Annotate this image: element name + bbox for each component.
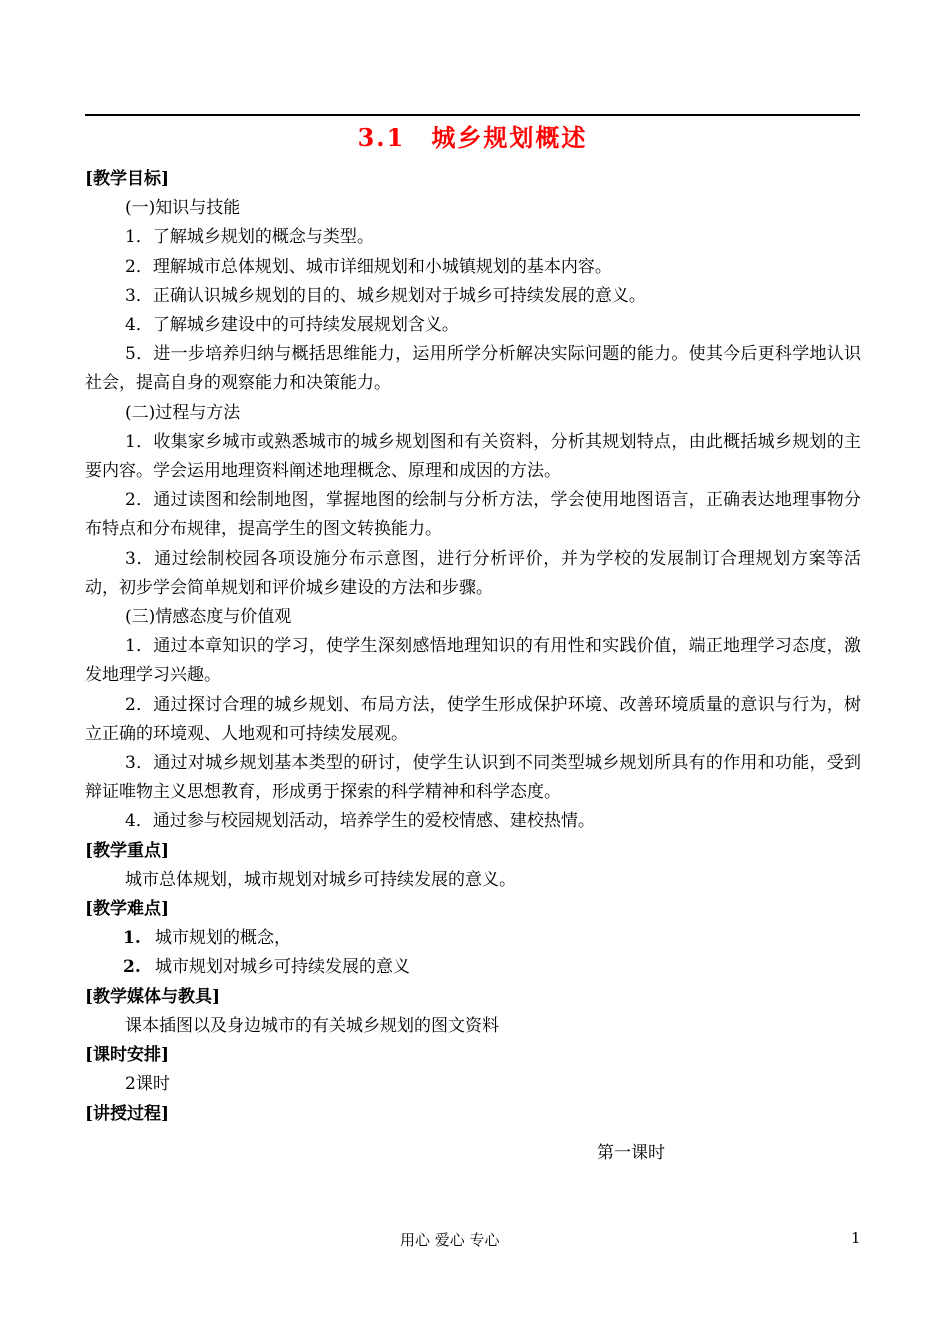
difficulty-number: 1. bbox=[123, 928, 141, 949]
process-heading: (二)过程与方法 bbox=[125, 402, 241, 423]
teaching-process-heading: [讲授过程] bbox=[85, 1103, 170, 1124]
difficulties-heading: [教学难点] bbox=[85, 899, 170, 920]
title-number: 3.1 bbox=[357, 123, 406, 152]
process-item: 1．收集家乡城市或熟悉城市的城乡规划图和有关资料，分析其规划特点，由此概括城乡规划的主要内容。学会运用地理资料阐述地理概念、原理和成因的方法。 bbox=[85, 431, 861, 482]
process-item: 3．通过绘制校园各项设施分布示意图，进行分析评价，并为学校的发展制订合理规划方案等活动，初步学会简单规划和评价城乡建设的方法和步骤。 bbox=[85, 548, 861, 598]
page-title bbox=[85, 118, 860, 153]
objectives-heading: [教学目标] bbox=[85, 169, 170, 189]
page-number: 1 bbox=[851, 1229, 861, 1247]
schedule-text: 2课时 bbox=[125, 1074, 170, 1095]
difficulty-number: 2. bbox=[123, 957, 141, 978]
key-points-heading: [教学重点] bbox=[85, 840, 170, 861]
document-body bbox=[85, 165, 861, 1129]
knowledge-item: 4．了解城乡建设中的可持续发展规划含义。 bbox=[125, 315, 459, 336]
knowledge-heading: (一)知识与技能 bbox=[125, 198, 241, 219]
media-text: 课本插图以及身边城市的有关城乡规划的图文资料 bbox=[125, 1015, 499, 1036]
lesson-label: 第一课时 bbox=[597, 1143, 665, 1163]
key-points-text: 城市总体规划，城市规划对城乡可持续发展的意义。 bbox=[125, 869, 516, 890]
difficulty-item bbox=[85, 924, 861, 953]
difficulty-item bbox=[85, 953, 861, 982]
knowledge-item: 3．正确认识城乡规划的目的、城乡规划对于城乡可持续发展的意义。 bbox=[125, 285, 646, 306]
difficulty-text: 城市规划对城乡可持续发展的意义 bbox=[155, 957, 410, 978]
media-heading: [教学媒体与教具] bbox=[85, 986, 221, 1007]
attitude-item: 3．通过对城乡规划基本类型的研讨，使学生认识到不同类型城乡规划所具有的作用和功能，受到辩证唯物主义思想教育，形成勇于探索的科学精神和科学态度。 bbox=[85, 753, 861, 803]
knowledge-item: 2．理解城市总体规划、城市详细规划和小城镇规划的基本内容。 bbox=[125, 256, 612, 277]
title-text: 城乡规划概述 bbox=[431, 123, 588, 152]
attitude-item: 2．通过探讨合理的城乡规划、布局方法，使学生形成保护环境、改善环境质量的意识与行为，树立正确的环境观、人地观和可持续发展观。 bbox=[85, 694, 861, 744]
process-item: 2．通过读图和绘制地图，掌握地图的绘制与分析方法，学会使用地图语言，正确表达地理事物分布特点和分布规律，提高学生的图文转换能力。 bbox=[85, 490, 861, 540]
attitude-item: 4．通过参与校园规划活动，培养学生的爱校情感、建校热情。 bbox=[125, 811, 595, 832]
attitude-heading: (三)情感态度与价值观 bbox=[125, 607, 292, 628]
knowledge-item: 5．进一步培养归纳与概括思维能力，运用所学分析解决实际问题的能力。使其今后更科学地认识社会，提高自身的观察能力和决策能力。 bbox=[85, 344, 861, 394]
attitude-item: 1．通过本章知识的学习，使学生深刻感悟地理知识的有用性和实践价值，端正地理学习态度，激发地理学习兴趣。 bbox=[85, 636, 861, 686]
footer-text: 用心 爱心 专心 bbox=[400, 1231, 500, 1249]
schedule-heading: [课时安排] bbox=[85, 1045, 170, 1066]
header-rule bbox=[85, 114, 860, 116]
difficulty-text: 城市规划的概念， bbox=[155, 928, 291, 949]
knowledge-item: 1．了解城乡规划的概念与类型。 bbox=[125, 227, 374, 248]
